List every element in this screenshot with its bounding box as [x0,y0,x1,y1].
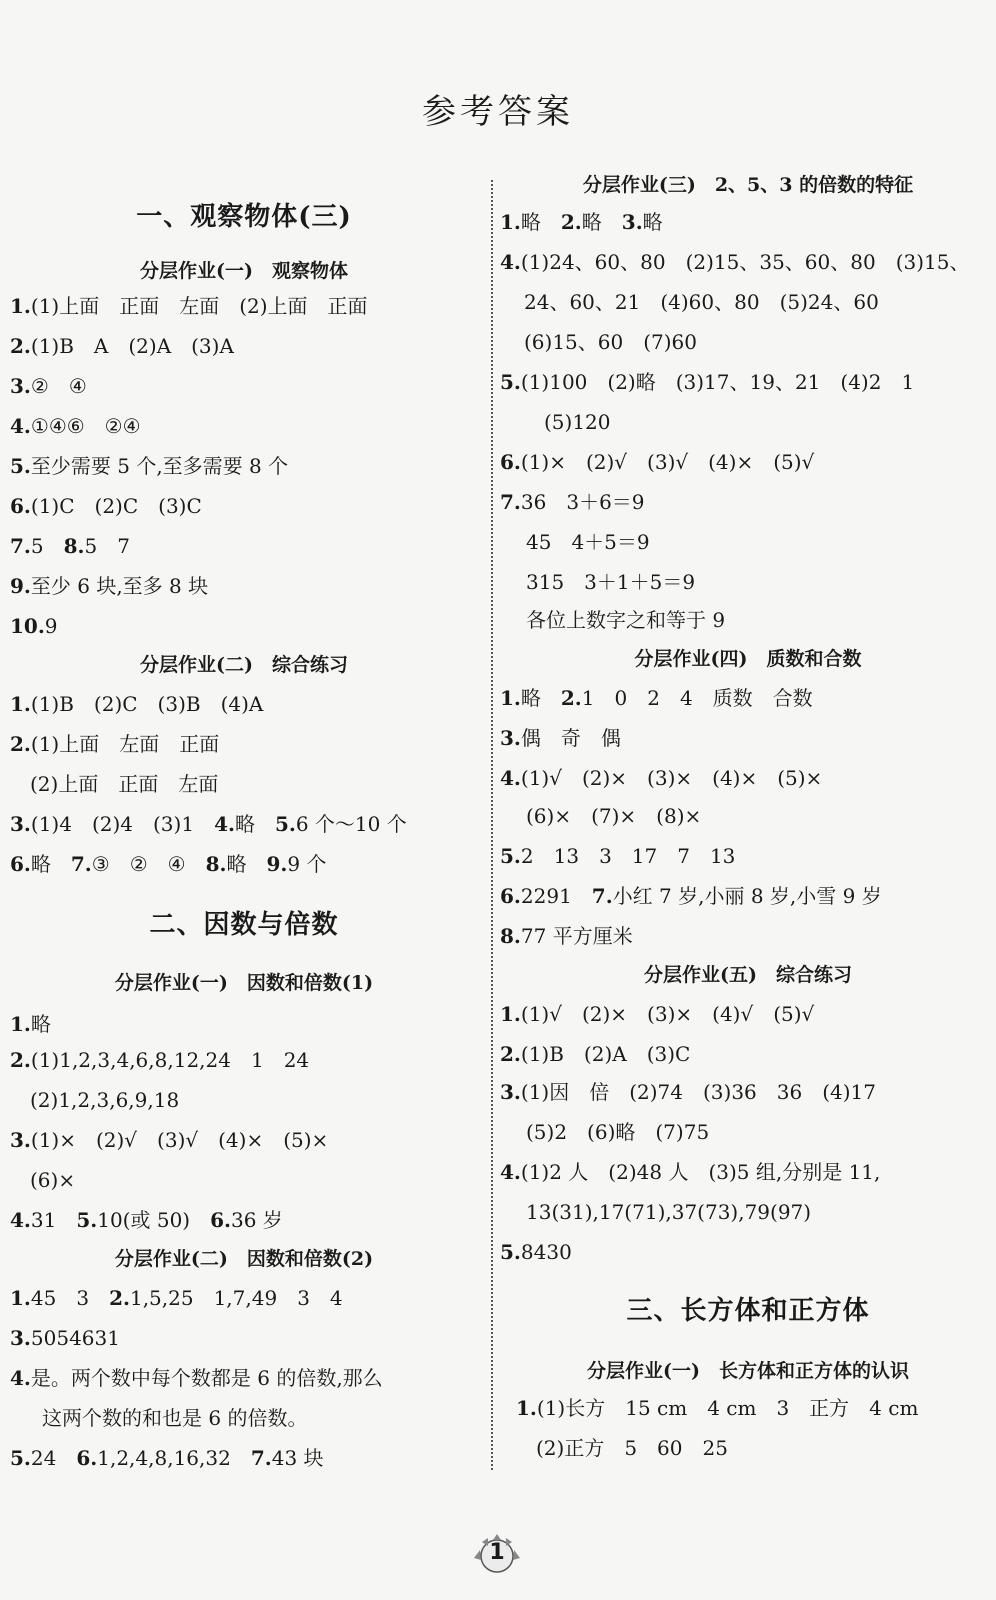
question-number: 10. [10,614,45,638]
question-number: 1. [10,1012,31,1036]
question-number: 5. [76,1208,98,1232]
answer-line [10,1284,343,1312]
answer-text: 5 [30,534,64,558]
question-number: 8. [205,852,227,876]
answer-line [526,528,650,556]
answer-text: 5 7 [84,534,130,558]
answer-text: (1)100 (2)略 (3)17、19、21 (4)2 1 [520,370,915,394]
subsection-title: 分层作业(二) 因数和倍数(2) [114,1248,374,1270]
answer-line [544,408,611,436]
question-number: 4. [10,1366,31,1390]
answer-line [516,1394,918,1422]
answer-text: 略 [234,812,275,836]
question-number: 3. [10,374,31,398]
answer-line [10,810,407,838]
question-number: 3. [10,1128,31,1152]
question-number: 6. [10,852,31,876]
answer-line [526,1118,709,1146]
answer-text: (1)1,2,3,4,6,8,12,24 1 24 [30,1048,310,1072]
answer-line [10,292,368,320]
answer-line [10,850,326,878]
answer-line [10,372,87,400]
question-number: 4. [214,812,235,836]
subsection-title: 分层作业(一) 观察物体 [140,260,348,282]
answer-text: (1)√ (2)× (3)× (4)× (5)× [520,766,823,790]
question-number: 6. [210,1208,231,1232]
subsection-title: 分层作业(五) 综合练习 [644,964,852,986]
answer-line [500,1000,814,1028]
question-number: 7. [591,884,613,908]
question-number: 2. [560,686,582,710]
answer-text: 略 [520,210,561,234]
answer-text: 略 [30,852,71,876]
answer-text: 36 岁 [231,1208,283,1232]
question-number: 2. [10,732,31,756]
question-number: 5. [10,454,31,478]
answer-line [10,532,130,560]
answer-line [500,1040,690,1068]
answer-line [500,1158,880,1186]
answer-line [10,1126,328,1154]
answer-line [10,452,288,480]
answer-line [10,1046,309,1074]
answer-text: (6)× [30,1168,76,1192]
page-title: 参考答案 [422,92,574,132]
answer-text: (1)B A (2)A (3)A [30,334,234,358]
answer-text: (1)B (2)C (3)B (4)A [30,692,264,716]
answer-line [30,1166,75,1194]
answer-text: (1)B (2)A (3)C [520,1042,691,1066]
answer-line [500,248,969,276]
answer-text: 至少需要 5 个,至多需要 8 个 [30,454,289,478]
question-number: 8. [63,534,85,558]
subsection-title: 分层作业(二) 综合练习 [140,654,348,676]
answer-text: 这两个数的和也是 6 的倍数。 [42,1406,308,1430]
answer-line [10,492,202,520]
answer-line [10,572,208,600]
question-number: 4. [500,1160,521,1184]
answer-text: (1)因 倍 (2)74 (3)36 36 (4)17 [520,1080,877,1104]
answer-text: 略 [30,1012,51,1036]
question-number: 2. [560,210,582,234]
question-number: 3. [500,726,521,750]
question-number: 8. [500,924,521,948]
answer-text: 小红 7 岁,小丽 8 岁,小雪 9 岁 [612,884,882,908]
answer-text: 是。两个数中每个数都是 6 的倍数,那么 [30,1366,383,1390]
question-number: 3. [621,210,643,234]
question-number: 1. [500,210,521,234]
question-number: 7. [500,490,521,514]
question-number: 3. [500,1080,521,1104]
answer-text: (1)24、60、80 (2)15、35、60、80 (3)15、 [520,250,970,274]
question-number: 2. [10,1048,31,1072]
answer-text: 13(31),17(71),37(73),79(97) [526,1200,812,1224]
answer-text: (1)上面 左面 正面 [30,732,220,756]
question-number: 4. [10,414,31,438]
answer-text: (5)2 (6)略 (7)75 [526,1120,710,1144]
question-number: 1. [500,1002,521,1026]
answer-line [500,764,822,792]
answer-text: (5)120 [544,410,611,434]
question-number: 5. [500,1240,521,1264]
question-number: 5. [500,370,521,394]
answer-text: (2)1,2,3,6,9,18 [30,1088,180,1112]
question-number: 5. [274,812,296,836]
question-number: 4. [10,1208,31,1232]
question-number: 7. [10,534,31,558]
answer-line [536,1434,728,1462]
answer-text: 5054631 [30,1326,120,1350]
subsection-title: 分层作业(一) 因数和倍数(1) [114,972,374,994]
page-number-badge [468,1530,526,1580]
answer-text: 45 4＋5＝9 [526,530,650,554]
answer-line [500,842,735,870]
answer-text: (1)√ (2)× (3)× (4)√ (5)√ [520,1002,815,1026]
answer-text: 略 [581,210,622,234]
answer-line [500,684,813,712]
section-title-observe: 一、观察物体(三) [136,202,352,232]
answer-text: 略 [520,686,561,710]
answer-line [10,1364,383,1392]
answer-line [500,448,814,476]
question-number: 2. [109,1286,130,1310]
answer-text: (1)C (2)C (3)C [30,494,202,518]
answer-line [526,568,695,596]
answer-text: 8430 [520,1240,572,1264]
answer-text: 36 3＋6＝9 [520,490,645,514]
answer-text: 1,2,4,8,16,32 [97,1446,251,1470]
question-number: 9. [266,852,288,876]
answer-text: (1)长方 15 cm 4 cm 3 正方 4 cm [536,1396,919,1420]
question-number: 7. [250,1446,272,1470]
question-number: 6. [10,494,31,518]
answer-line [10,1444,324,1472]
answer-text: 31 [30,1208,77,1232]
question-number: 5. [10,1446,31,1470]
answer-text: 315 3＋1＋5＝9 [526,570,696,594]
answer-text: 2 13 3 17 7 13 [520,844,736,868]
answer-text: ③ ② ④ [91,852,206,876]
section-title-factors: 二、因数与倍数 [149,910,339,940]
answer-line [10,332,234,360]
answer-line [524,288,879,316]
answer-text: (1)上面 正面 左面 (2)上面 正面 [30,294,368,318]
answer-text: 43 块 [271,1446,324,1470]
answer-line [526,802,701,830]
question-number: 2. [500,1042,521,1066]
question-number: 1. [10,294,31,318]
answer-text: (6)× (7)× (8)× [526,804,702,828]
answer-line [524,328,697,356]
answer-text: 9 [44,614,58,638]
question-number: 6. [500,450,521,474]
question-number: 7. [70,852,92,876]
answer-line [10,1324,120,1352]
question-number: 6. [76,1446,98,1470]
subsection-title: 分层作业(四) 质数和合数 [634,648,862,670]
answer-line [10,1206,283,1234]
answer-line [10,612,58,640]
answer-text: 偶 奇 偶 [520,726,621,750]
answer-text: (1)× (2)√ (3)√ (4)× (5)√ [520,450,815,474]
answer-line [30,770,218,798]
answer-line [526,606,725,634]
answer-text: ② ④ [30,374,87,398]
answer-text: (1)4 (2)4 (3)1 [30,812,215,836]
answer-text: 1,5,25 1,7,49 3 4 [129,1286,343,1310]
answer-text: 略 [642,210,663,234]
answer-text: 77 平方厘米 [520,924,633,948]
answer-line [10,730,219,758]
answer-line [10,412,141,440]
page-number: 1 [489,1540,505,1565]
answer-line [526,1198,811,1226]
answer-text: 6 个～10 个 [295,812,407,836]
answer-line [30,1086,179,1114]
question-number: 1. [516,1396,537,1420]
column-divider [491,180,493,1470]
answer-line [42,1404,307,1432]
question-number: 3. [10,1326,31,1350]
answer-text: (1)2 人 (2)48 人 (3)5 组,分别是 11, [520,1160,881,1184]
subsection-title: 分层作业(一) 长方体和正方体的认识 [587,1360,909,1382]
answer-line [500,1238,572,1266]
question-number: 2. [10,334,31,358]
answer-text: (2)上面 正面 左面 [30,772,219,796]
question-number: 1. [10,692,31,716]
answer-text: 10(或 50) [97,1208,211,1232]
answer-text: (1)× (2)√ (3)√ (4)× (5)× [30,1128,329,1152]
answer-text: 9 个 [287,852,327,876]
answer-line [10,1010,51,1038]
question-number: 5. [500,844,521,868]
question-number: 1. [10,1286,31,1310]
question-number: 9. [10,574,31,598]
answer-text: 45 3 [30,1286,110,1310]
answer-text: ①④⑥ ②④ [30,414,141,438]
answer-text: 24、60、21 (4)60、80 (5)24、60 [524,290,879,314]
answer-line [500,724,621,752]
question-number: 6. [500,884,521,908]
answer-line [500,922,633,950]
answer-text: 各位上数字之和等于 9 [526,608,726,632]
answer-text: (6)15、60 (7)60 [524,330,698,354]
subsection-title: 分层作业(三) 2、5、3 的倍数的特征 [582,174,914,196]
answer-text: (2)正方 5 60 25 [536,1436,728,1460]
answer-line [500,882,882,910]
answer-text: 2291 [520,884,592,908]
answer-line [500,488,645,516]
question-number: 1. [500,686,521,710]
answer-line [500,1078,876,1106]
answer-text: 24 [30,1446,77,1470]
question-number: 4. [500,250,521,274]
answer-text: 至少 6 块,至多 8 块 [30,574,209,598]
answer-line [500,368,914,396]
section-title-cuboid: 三、长方体和正方体 [626,1296,870,1326]
answer-text: 略 [226,852,267,876]
answer-line [500,208,663,236]
question-number: 3. [10,812,31,836]
answer-line [10,690,263,718]
question-number: 4. [500,766,521,790]
answer-text: 1 0 2 4 质数 合数 [581,686,813,710]
